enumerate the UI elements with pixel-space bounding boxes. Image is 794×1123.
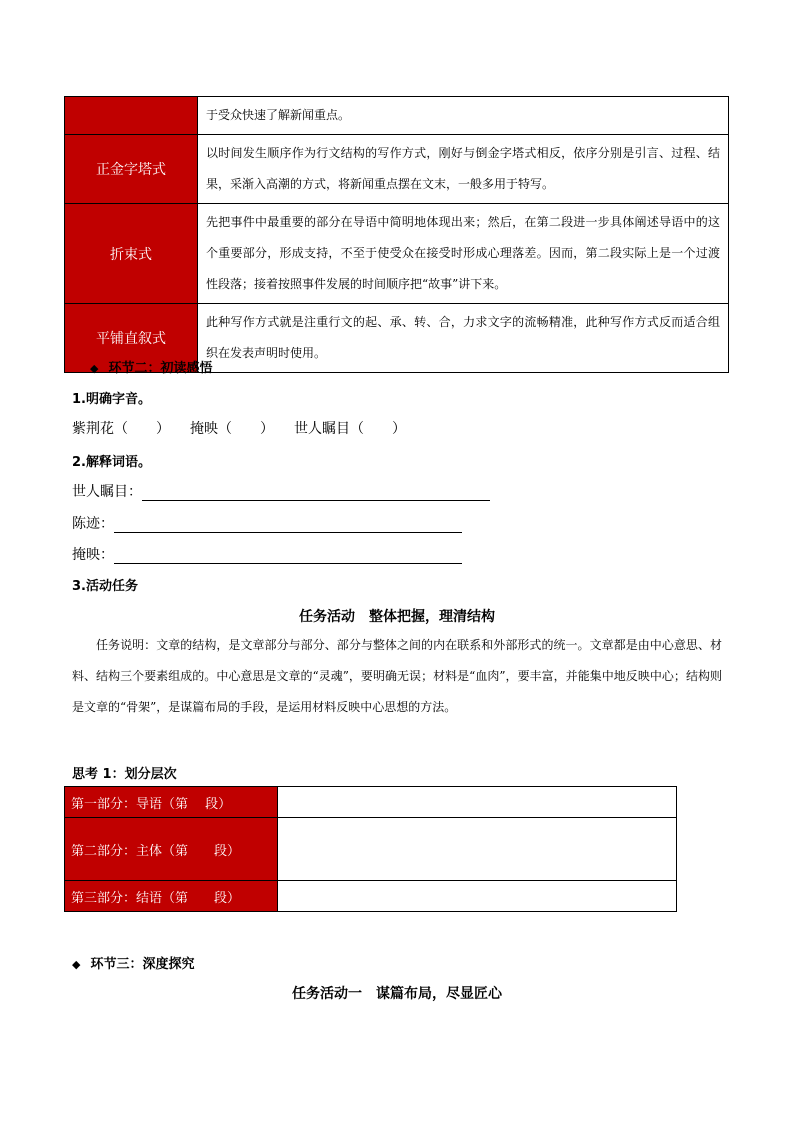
- definition-line: [72, 481, 490, 501]
- section3-activity-title: 任务活动一 谋篇布局，尽显匠心: [292, 986, 502, 1002]
- writing-style-table: [64, 96, 729, 373]
- activity-title: 任务活动 整体把握，理清结构: [299, 609, 495, 625]
- table-row: [65, 204, 729, 304]
- table-row: [65, 97, 729, 135]
- table-row: [65, 787, 677, 818]
- diamond-icon: ◆: [72, 958, 81, 971]
- section2-title: 环节二：初读感悟: [108, 361, 213, 376]
- row-text: 此种写作方式就是注重行文的起、承、转、合，力求文字的流畅精准，此种写作方式反而适合组织在发表声明时使用。: [198, 304, 729, 373]
- part-label: 第一部分：导语（第 段）: [65, 787, 278, 818]
- q2-title: 2.解释词语。: [72, 455, 151, 470]
- diamond-icon: ◆: [90, 362, 99, 375]
- task-description: 任务说明：文章的结构，是文章部分与部分、部分与整体之间的内在联系和外部形式的统一。文章都是由中心意思、材料、结构三个要素组成的。中心意思是文章的“灵魂”，要明确无误；材料是“血肉”，要丰富，并能集中地反映中心；结构则是文章的“骨架”，是谋篇布局的手段，是运用材料反映中心思想的方法。: [72, 638, 722, 714]
- q1-title: 1.明确字音。: [72, 392, 151, 407]
- row-text: 先把事件中最重要的部分在导语中简明地体现出来；然后，在第二段进一步具体阐述导语中的这个重要部分，形成支持，不至于使受众在接受时形成心理落差。因而，第二段实际上是一个过渡性段落；接着按照事件发展的时间顺序把“故事”讲下来。: [198, 204, 729, 304]
- row-label: 正金字塔式: [65, 135, 198, 204]
- table-row: [65, 135, 729, 204]
- part-label: 第三部分：结语（第 段）: [65, 881, 278, 912]
- table-row: [65, 881, 677, 912]
- row-label: [65, 97, 198, 135]
- section2-heading: [90, 357, 212, 376]
- pronunciation-item: 掩映（ ）: [190, 421, 274, 437]
- definition-line: [72, 513, 462, 533]
- section3-title: 环节三：深度探究: [90, 957, 195, 972]
- structure-table: [64, 786, 677, 912]
- answer-cell[interactable]: [278, 881, 677, 912]
- row-label: 折束式: [65, 204, 198, 304]
- row-label: 平铺直叙式: [65, 304, 198, 373]
- pronunciation-item: 紫荆花（ ）: [72, 421, 170, 437]
- answer-line[interactable]: [114, 518, 462, 533]
- definition-label: 陈迹：: [72, 516, 114, 532]
- think1-title: 思考 1：划分层次: [72, 767, 177, 782]
- table-row: [65, 818, 677, 881]
- section3-heading: [72, 953, 194, 972]
- definition-label: 掩映：: [72, 547, 114, 563]
- definition-line: [72, 544, 462, 564]
- part-label: 第二部分：主体（第 段）: [65, 818, 278, 881]
- row-text: 以时间发生顺序作为行文结构的写作方式，刚好与倒金字塔式相反，依序分别是引言、过程、结果，采渐入高潮的方式，将新闻重点摆在文末，一般多用于特写。: [198, 135, 729, 204]
- row-text: 于受众快速了解新闻重点。: [198, 97, 729, 135]
- answer-line[interactable]: [114, 549, 462, 564]
- q3-title: 3.活动任务: [72, 579, 138, 594]
- pronunciation-item: 世人瞩目（ ）: [294, 421, 406, 437]
- pronunciation-items: [72, 418, 406, 438]
- answer-cell[interactable]: [278, 818, 677, 881]
- answer-line[interactable]: [142, 486, 490, 501]
- definition-label: 世人瞩目：: [72, 484, 142, 500]
- answer-cell[interactable]: [278, 787, 677, 818]
